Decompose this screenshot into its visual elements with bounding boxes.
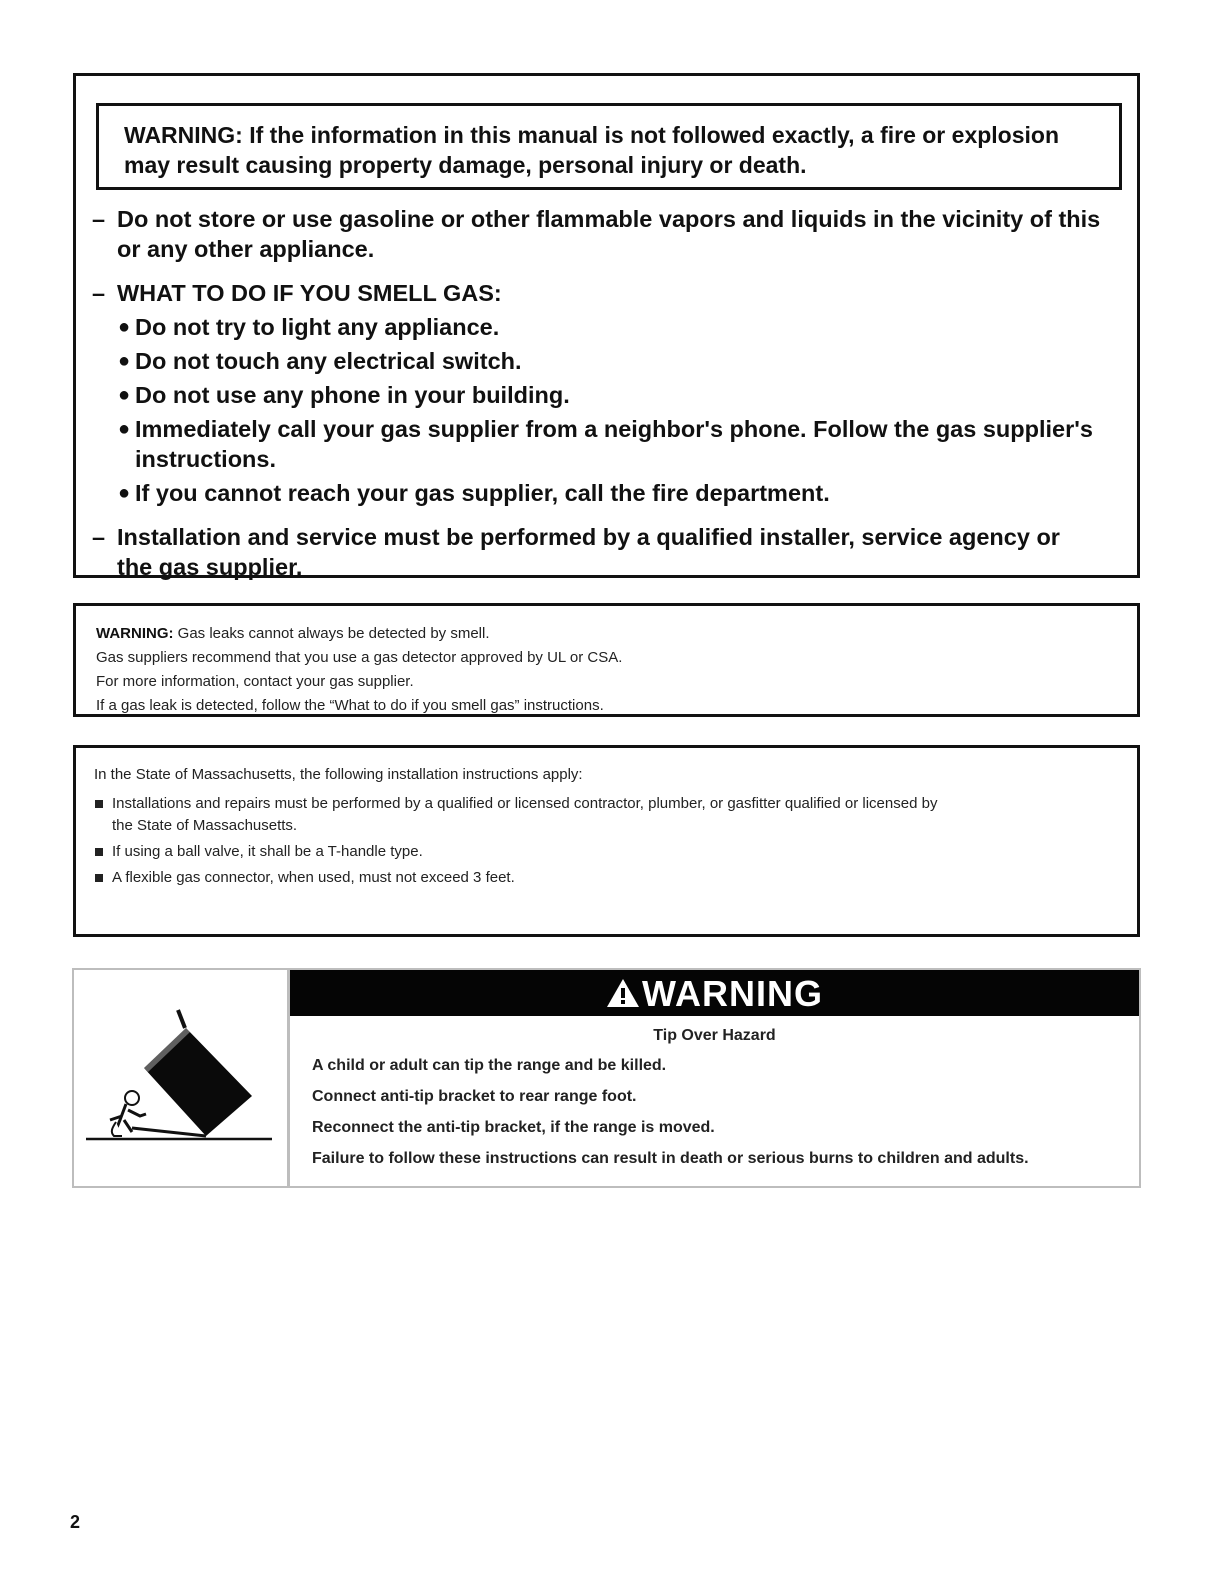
smell-gas-step-text: Do not use any phone in your building.	[135, 382, 570, 408]
massachusetts-instructions-box	[73, 745, 1140, 937]
bullet-icon: ●	[118, 316, 131, 338]
bullet-icon: ●	[118, 482, 131, 504]
massachusetts-item-text: the State of Massachusetts.	[112, 817, 298, 834]
dash-marker: –	[92, 280, 106, 306]
dash-marker: –	[92, 524, 106, 550]
warning-banner-text: WARNING	[642, 973, 823, 1014]
tip-over-illustration	[74, 970, 287, 1186]
square-bullet-icon	[95, 800, 103, 808]
warning-triangle-icon	[606, 978, 640, 1008]
page-number: 2	[70, 1512, 81, 1532]
massachusetts-item-text: A flexible gas connector, when used, must not exceed 3 feet.	[112, 869, 515, 886]
tip-over-title: Tip Over Hazard	[653, 1027, 776, 1044]
tip-over-line: Failure to follow these instructions can result in death or serious burns to children and adults.	[312, 1150, 1029, 1167]
gas-warning-box	[73, 73, 1140, 578]
dash-marker: –	[92, 206, 106, 232]
gas-leak-line-1-text: Gas leaks cannot always be detected by smell.	[173, 625, 490, 642]
massachusetts-item-text: If using a ball valve, it shall be a T-handle type.	[112, 843, 423, 860]
gas-item-flammables-line-2: or any other appliance.	[117, 236, 375, 262]
smell-gas-title: WHAT TO DO IF YOU SMELL GAS:	[117, 280, 502, 306]
gas-item-flammables-line-1: Do not store or use gasoline or other flammable vapors and liquids in the vicinity of this	[117, 206, 1101, 232]
bullet-icon: ●	[118, 384, 131, 406]
square-bullet-icon	[95, 848, 103, 856]
smell-gas-step-text: Do not try to light any appliance.	[135, 314, 500, 340]
tip-over-line: Connect anti-tip bracket to rear range foot.	[312, 1088, 637, 1105]
smell-gas-steps	[117, 312, 1132, 508]
smell-gas-step	[117, 346, 1132, 376]
fire-explosion-warning	[96, 103, 1122, 190]
gas-leak-line-1	[96, 622, 1137, 646]
gas-item-installation	[92, 522, 1132, 582]
bullet-icon: ●	[118, 350, 131, 372]
warning-header-line-1: WARNING: If the information in this manual is not followed exactly, a fire or explosion	[124, 122, 1060, 148]
gas-leak-warning-box	[73, 603, 1140, 717]
massachusetts-item	[94, 867, 1137, 889]
tip-over-instructions	[312, 1057, 1029, 1181]
gas-safety-list	[92, 204, 1132, 596]
smell-gas-step	[117, 478, 1132, 508]
massachusetts-intro: In the State of Massachusetts, the following installation instructions apply:	[94, 766, 583, 783]
gas-leak-warning-label: WARNING:	[96, 625, 174, 642]
massachusetts-item	[94, 841, 1137, 863]
bullet-icon: ●	[118, 418, 131, 440]
smell-gas-step	[117, 380, 1132, 410]
tip-over-warning-box	[72, 968, 1141, 1188]
gas-leak-line-4: If a gas leak is detected, follow the “What to do if you smell gas” instructions.	[96, 697, 604, 714]
smell-gas-step-text: If you cannot reach your gas supplier, call the fire department.	[135, 480, 830, 506]
gas-item-smell-gas	[92, 278, 1132, 508]
range-tipping-child-icon	[74, 970, 287, 1186]
smell-gas-step	[117, 414, 1132, 474]
square-bullet-icon	[95, 874, 103, 882]
gas-item-installation-line-1: Installation and service must be performed by a qualified installer, service agency or	[117, 524, 1060, 550]
tip-over-text-panel	[290, 970, 1139, 1186]
gas-item-installation-line-2: the gas supplier.	[117, 554, 303, 580]
gas-leak-line-3: For more information, contact your gas supplier.	[96, 673, 414, 690]
smell-gas-step-text: Immediately call your gas supplier from a neighbor's phone. Follow the gas supplier's	[135, 416, 1093, 442]
gas-item-flammables	[92, 204, 1132, 264]
smell-gas-step-text: Do not touch any electrical switch.	[135, 348, 522, 374]
smell-gas-step-text: instructions.	[135, 446, 277, 472]
massachusetts-item	[94, 793, 1137, 837]
gas-leak-line-2: Gas suppliers recommend that you use a gas detector approved by UL or CSA.	[96, 649, 623, 666]
warning-header-line-2: may result causing property damage, personal injury or death.	[124, 152, 807, 178]
warning-banner	[290, 970, 1139, 1016]
tip-over-line: Reconnect the anti-tip bracket, if the range is moved.	[312, 1119, 715, 1136]
smell-gas-step	[117, 312, 1132, 342]
tip-over-line: A child or adult can tip the range and be killed.	[312, 1057, 667, 1074]
massachusetts-item-text: Installations and repairs must be performed by a qualified or licensed contractor, plumber, or gasfitter qualified or licensed by	[112, 795, 938, 812]
